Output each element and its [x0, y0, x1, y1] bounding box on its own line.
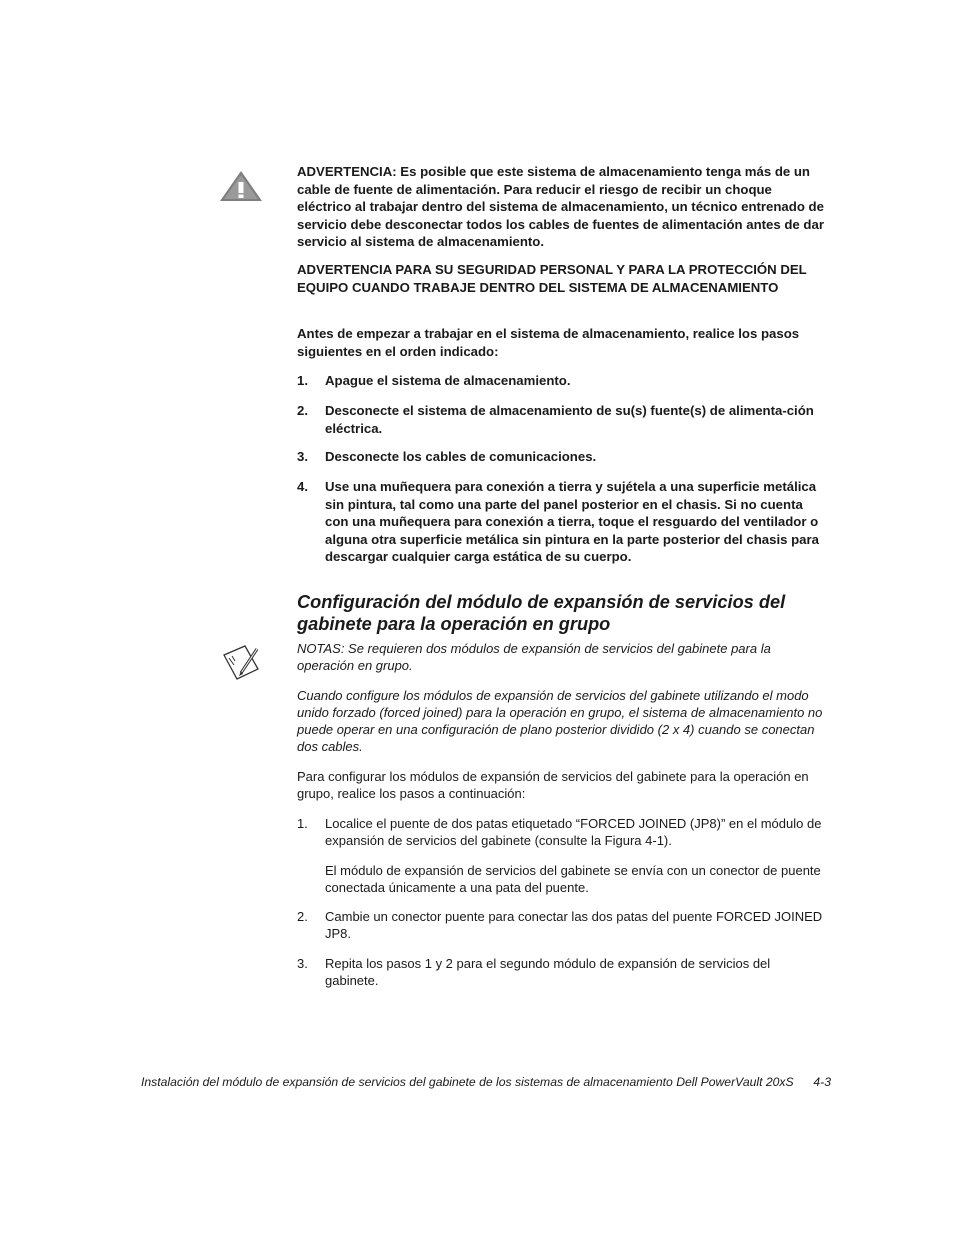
step-text: Desconecte el sistema de almacenamiento de su(s) fuente(s) de alimenta-ción eléctrica.	[325, 403, 814, 436]
page-number: 4-3	[813, 1075, 831, 1089]
config-step-1	[297, 815, 827, 849]
step-number: 1.	[297, 816, 308, 831]
step-number: 3.	[297, 956, 308, 971]
warning-triangle-icon	[219, 170, 263, 202]
step-subtext: El módulo de expansión de servicios del gabinete se envía con un conector de puente conectada únicamente a una pata del puente.	[325, 863, 821, 895]
step-number: 1.	[297, 373, 308, 388]
step-number: 2.	[297, 909, 308, 924]
warning-text: ADVERTENCIA: Es posible que este sistema de almacenamiento tenga más de un cable de fuente de alimentación. Para reducir el riesgo de recibir un choque eléctrico al trabajar dentro del sistema de almacenamiento, un técnico entrenado de servicio debe desconectar todos los cables de fuentes de alimentación antes de dar servicio al sistema de almacenamiento.	[297, 164, 824, 249]
config-step-3	[297, 955, 827, 989]
config-step-2	[297, 908, 827, 942]
config-step-1-detail	[297, 862, 827, 896]
step-number: 4.	[297, 479, 308, 494]
step-number: 2.	[297, 403, 308, 418]
step-number: 3.	[297, 449, 308, 464]
step-text: Cambie un conector puente para conectar las dos patas del puente FORCED JOINED JP8.	[325, 909, 823, 941]
section-heading: Configuración del módulo de expansión de servicios del gabinete para la operación en grupo	[297, 592, 786, 634]
note-text-1: NOTAS: Se requieren dos módulos de expansión de servicios del gabinete para la operación en grupo.	[297, 641, 771, 673]
step-text: Use una muñequera para conexión a tierra y sujétela a una superficie metálica sin pintura, tal como una parte del panel posterior en el chasis. Si no cuenta con una muñequera para conexión a tierra, toque el resguardo del ventilador o alguna otra superficie metálica sin pintura en la parte posterior del chasis para descargar cualquier carga estática de su cuerpo.	[325, 479, 819, 564]
step-text: Localice el puente de dos patas etiquetado “FORCED JOINED (JP8)” en el módulo de expansión de servicios del gabinete (consulte la Figura 4-1).	[325, 816, 822, 848]
footer-title: Instalación del módulo de expansión de servicios del gabinete de los sistemas de almacenamiento Dell PowerVault 20xS	[141, 1075, 794, 1089]
safety-step-3	[297, 448, 827, 466]
step-text: Repita los pasos 1 y 2 para el segundo módulo de expansión de servicios del gabinete.	[325, 956, 771, 988]
safety-step-2	[297, 402, 827, 437]
safety-step-4	[297, 478, 827, 566]
safety-step-1	[297, 372, 827, 390]
page-footer	[141, 1074, 831, 1090]
note-text-2: Cuando configure los módulos de expansión de servicios del gabinete utilizando el modo unido forzado (forced joined) para la operación en grupo, el sistema de almacenamiento no puede operar en una configuración de plano posterior dividido (2 x 4) cuando se conectan dos cables.	[297, 688, 823, 754]
section-intro: Para configurar los módulos de expansión de servicios del gabinete para la operación en grupo, realice los pasos a continuación:	[297, 769, 809, 801]
step-text: Desconecte los cables de comunicaciones.	[325, 449, 597, 464]
note-pencil-icon	[221, 643, 261, 681]
step-text: Apague el sistema de almacenamiento.	[325, 373, 571, 388]
safety-title: ADVERTENCIA PARA SU SEGURIDAD PERSONAL Y PARA LA PROTECCIÓN DEL EQUIPO CUANDO TRABAJE DENTRO DEL SISTEMA DE ALMACENAMIENTO	[297, 262, 807, 295]
safety-intro: Antes de empezar a trabajar en el sistema de almacenamiento, realice los pasos siguientes en el orden indicado:	[297, 326, 800, 359]
